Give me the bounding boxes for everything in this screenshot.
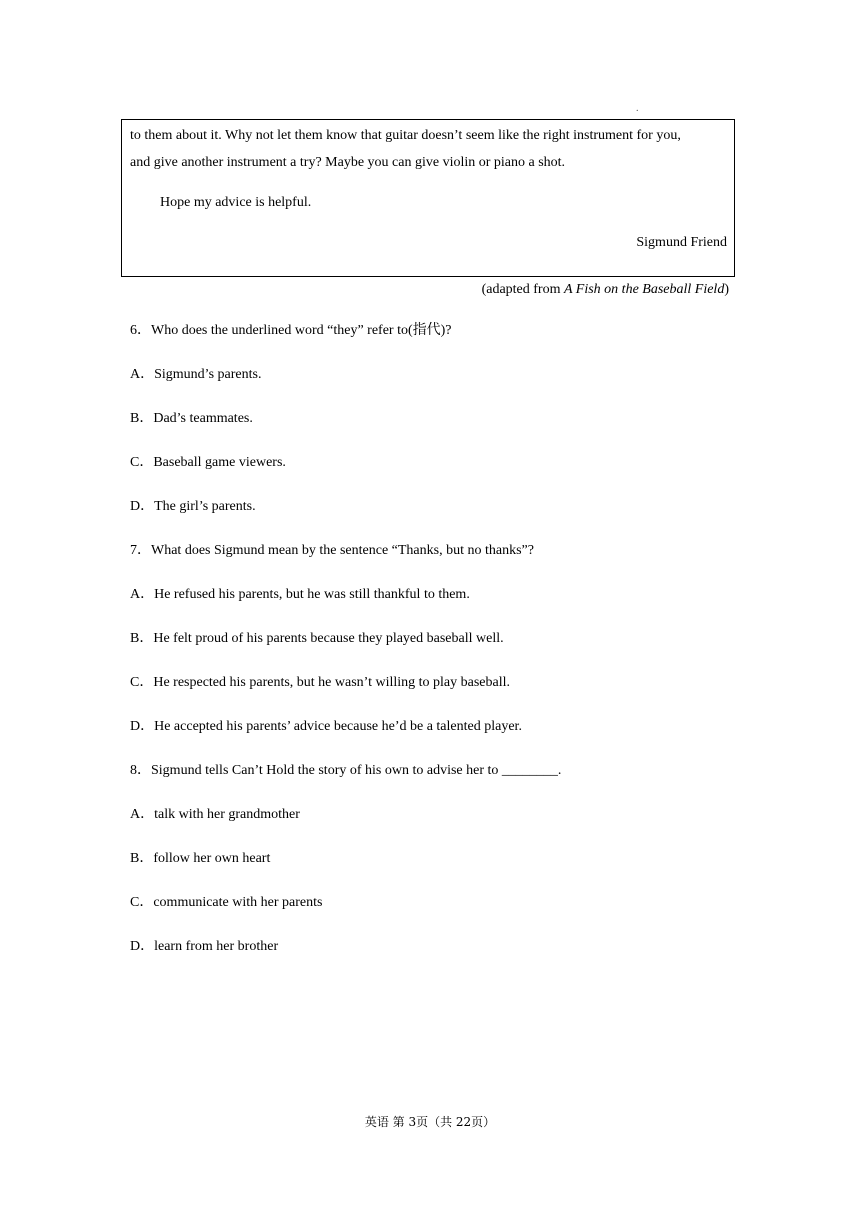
source-suffix: ) xyxy=(724,282,729,297)
question-6-option-d: D．The girl’s parents. xyxy=(130,499,256,514)
passage-signature: Sigmund Friend xyxy=(636,235,727,250)
question-7-stem: 7．What does Sigmund mean by the sentence “Thanks, but no thanks”? xyxy=(130,543,534,558)
question-6-option-a: A．Sigmund’s parents. xyxy=(130,367,262,382)
passage-line-2: and give another instrument a try? Maybe you can give violin or piano a shot. xyxy=(130,155,566,170)
question-8-option-d: D．learn from her brother xyxy=(130,939,279,954)
question-7-option-d: D．He accepted his parents’ advice because he’d be a talented player. xyxy=(130,719,522,734)
source-citation xyxy=(482,281,729,299)
question-7-option-b: B．He felt proud of his parents because they played baseball well. xyxy=(130,631,504,646)
passage-line-1: to them about it. Why not let them know that guitar doesn’t seem like the right instrument for you, xyxy=(130,128,681,143)
question-8-option-c: C．communicate with her parents xyxy=(130,895,323,910)
question-6-stem: 6．Who does the underlined word “they” refer to(指代)? xyxy=(130,323,452,338)
passage-closing: Hope my advice is helpful. xyxy=(160,195,312,210)
source-title: A Fish on the Baseball Field xyxy=(563,282,725,297)
question-6-option-c: C．Baseball game viewers. xyxy=(130,455,286,470)
question-8-option-a: A．talk with her grandmother xyxy=(130,807,300,822)
question-7-option-a: A．He refused his parents, but he was still thankful to them. xyxy=(130,587,470,602)
top-dot-mark: . xyxy=(636,103,639,114)
question-6-option-b: B．Dad’s teammates. xyxy=(130,411,253,426)
passage-box xyxy=(121,119,735,277)
question-8-stem: 8．Sigmund tells Can’t Hold the story of his own to advise her to ________. xyxy=(130,763,562,778)
source-prefix: (adapted from xyxy=(481,282,564,297)
question-8-option-b: B．follow her own heart xyxy=(130,851,271,866)
question-7-option-c: C．He respected his parents, but he wasn’t willing to play baseball. xyxy=(130,675,510,690)
page-footer: 英语 第 3页（共 22页） xyxy=(364,1115,496,1129)
